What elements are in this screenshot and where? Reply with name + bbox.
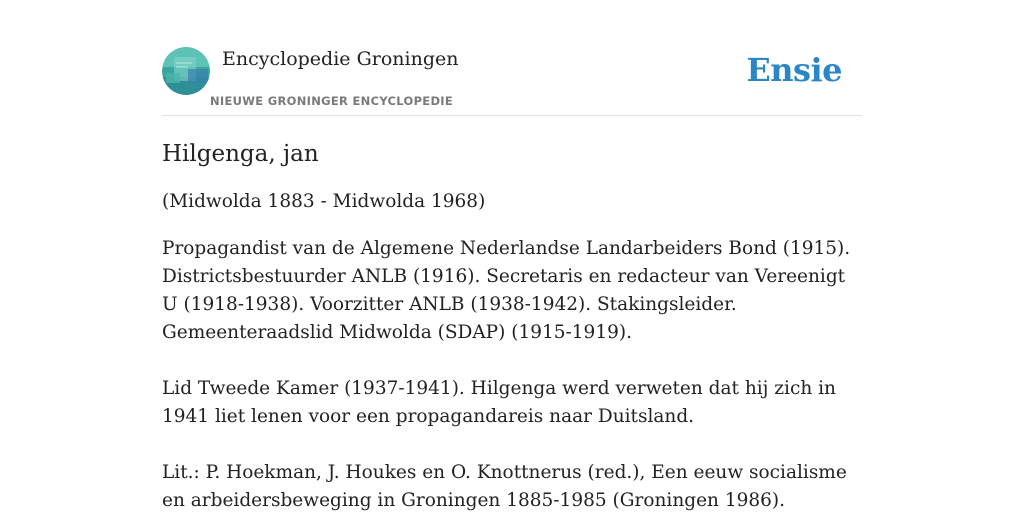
encyclopedia-map-avatar-icon[interactable] [162, 47, 210, 95]
article-paragraph-1: Propagandist van de Algemene Nederlandse Landarbeiders Bond (1915). Districtsbestuurder ANLB (1916). Secretaris en redacteur van Vereenigt U (1918-1938). Voorzitter ANLB (1938-1942). Stakingsleider. Gemeenteraadslid Midwolda (SDAP) (1915-1919). [162, 238, 851, 343]
site-subtitle: NIEUWE GRONINGER ENCYCLOPEDIE [210, 94, 454, 108]
ensie-logo-link[interactable]: Ensie [746, 51, 842, 89]
article-title: Hilgenga, jan [162, 141, 319, 167]
article-paragraph-3: Lit.: P. Hoekman, J. Houkes en O. Knottnerus (red.), Een eeuw socialisme en arbeidersbeweging in Groningen 1885-1985 (Groningen 1986). [162, 462, 847, 511]
article-lifespan: (Midwolda 1883 - Midwolda 1968) [162, 191, 486, 212]
site-header [162, 46, 862, 116]
article-paragraph-2: Lid Tweede Kamer (1937-1941). Hilgenga werd verweten dat hij zich in 1941 liet lenen voor een propagandareis naar Duitsland. [162, 378, 836, 427]
article [162, 138, 862, 512]
site-title[interactable]: Encyclopedie Groningen [222, 48, 459, 70]
